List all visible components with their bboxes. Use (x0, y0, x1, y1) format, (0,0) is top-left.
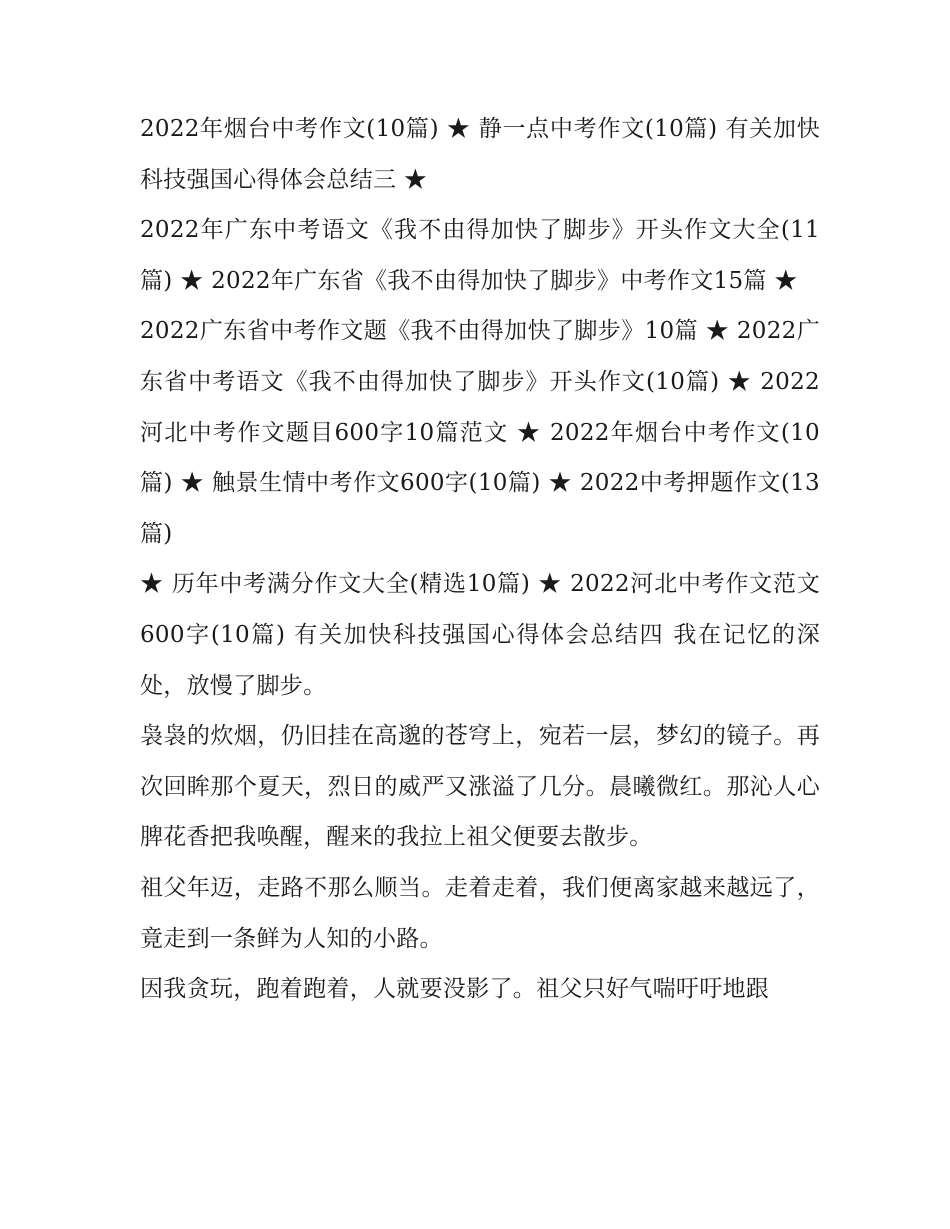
paragraph-body-3: 因我贪玩，跑着跑着，人就要没影了。祖父只好气喘吁吁地跟 (140, 976, 770, 1003)
document-page (140, 104, 820, 1015)
paragraph-related-links-2: 2022年广东中考语文《我不由得加快了脚步》开头作文大全(11篇) ★ 2022年广东省《我不由得加快了脚步》中考作文15篇 ★ (140, 217, 820, 294)
paragraph-body-1: 袅袅的炊烟，仍旧挂在高邈的苍穹上，宛若一层，梦幻的镜子。再次回眸那个夏天，烈日的威严又涨溢了几分。晨曦微红。那沁人心脾花香把我唤醒，醒来的我拉上祖父便要去散步。 (140, 723, 820, 851)
paragraph-related-links-4: ★ 历年中考满分作文大全(精选10篇) ★ 2022河北中考作文范文600字(10篇) 有关加快科技强国心得体会总结四 我在记忆的深处，放慢了脚步。 (140, 571, 820, 699)
paragraph-body-2: 祖父年迈，走路不那么顺当。走着走着，我们便离家越来越远了，竟走到一条鲜为人知的小路。 (140, 874, 820, 952)
paragraph-related-links-3: 2022广东省中考作文题《我不由得加快了脚步》10篇 ★ 2022广东省中考语文《我不由得加快了脚步》开头作文(10篇) ★ 2022河北中考作文题目600字10篇范文 ★ 2022年烟台中考作文(10篇) ★ 触景生情中考作文600字(10篇) ★ 2022中考押题作文(13篇) (140, 318, 820, 547)
paragraph-related-links-1: 2022年烟台中考作文(10篇) ★ 静一点中考作文(10篇) 有关加快科技强国心得体会总结三 ★ (140, 116, 820, 193)
